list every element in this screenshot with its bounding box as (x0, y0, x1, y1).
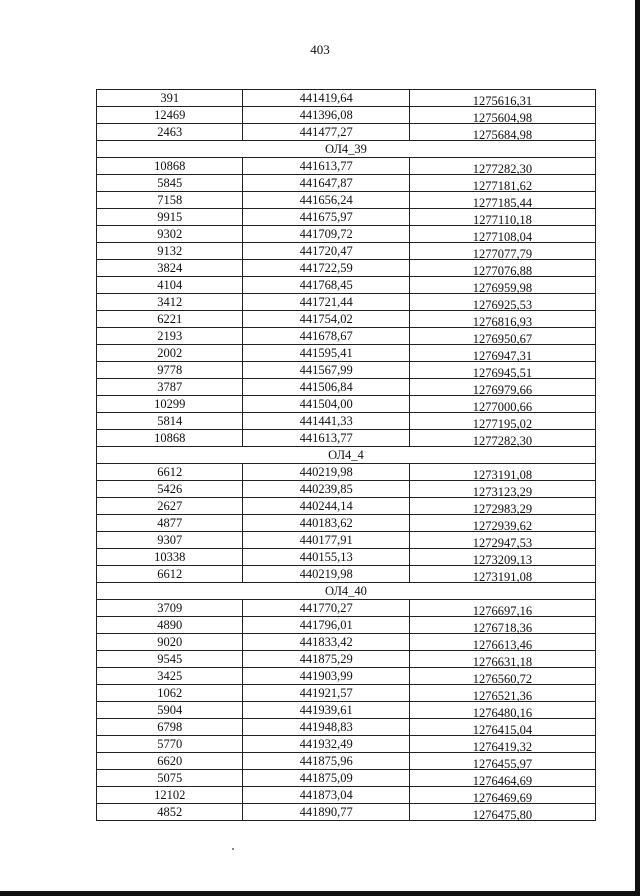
table-row (97, 209, 596, 226)
table-row (97, 498, 596, 515)
y-coordinate-value: 1272983,29 (472, 501, 533, 516)
section-label: ОЛ4_4 (97, 447, 596, 464)
y-coordinate-value: 1277000,66 (472, 399, 533, 414)
x-coordinate-cell: 441656,24 (243, 192, 409, 209)
table-row (97, 413, 596, 430)
y-coordinate-value: 1276464,69 (472, 773, 533, 788)
table-row (97, 243, 596, 260)
x-coordinate-cell: 441595,41 (243, 345, 409, 362)
table-row (97, 311, 596, 328)
y-coordinate-cell (409, 566, 595, 583)
point-number-cell: 5770 (97, 736, 243, 753)
x-coordinate-cell: 441932,49 (243, 736, 409, 753)
y-coordinate-value: 1276521,36 (472, 688, 533, 703)
y-coordinate-value: 1277077,79 (472, 246, 533, 261)
y-coordinate-cell (409, 124, 595, 141)
point-number-cell: 5426 (97, 481, 243, 498)
y-coordinate-cell (409, 787, 595, 804)
y-coordinate-value: 1276979,66 (472, 382, 533, 397)
table-row (97, 464, 596, 481)
y-coordinate-cell (409, 549, 595, 566)
section-header-row (97, 141, 596, 158)
point-number-cell: 3709 (97, 600, 243, 617)
y-coordinate-cell (409, 719, 595, 736)
y-coordinate-value: 1276415,04 (472, 722, 533, 737)
x-coordinate-cell: 441921,57 (243, 685, 409, 702)
scan-speck (232, 848, 234, 850)
scan-frame-bottom (0, 891, 640, 896)
y-coordinate-value: 1276475,80 (472, 807, 533, 822)
y-coordinate-cell (409, 294, 595, 311)
y-coordinate-cell (409, 192, 595, 209)
x-coordinate-cell: 441506,84 (243, 379, 409, 396)
y-coordinate-cell (409, 515, 595, 532)
y-coordinate-value: 1273191,08 (472, 467, 533, 482)
point-number-cell: 4852 (97, 804, 243, 821)
table-row (97, 192, 596, 209)
y-coordinate-cell (409, 532, 595, 549)
point-number-cell: 6221 (97, 311, 243, 328)
table-row (97, 753, 596, 770)
x-coordinate-cell: 441873,04 (243, 787, 409, 804)
y-coordinate-value: 1276925,53 (472, 297, 533, 312)
y-coordinate-value: 1277282,30 (472, 433, 533, 448)
point-number-cell: 9020 (97, 634, 243, 651)
y-coordinate-cell (409, 107, 595, 124)
x-coordinate-cell: 441678,67 (243, 328, 409, 345)
page-number: 403 (310, 42, 330, 57)
point-number-cell: 5814 (97, 413, 243, 430)
y-coordinate-value: 1276945,51 (472, 365, 533, 380)
x-coordinate-cell: 441721,44 (243, 294, 409, 311)
point-number-cell: 4890 (97, 617, 243, 634)
table-row (97, 175, 596, 192)
x-coordinate-cell: 441419,64 (243, 90, 409, 107)
coordinates-table-body (97, 90, 596, 821)
y-coordinate-cell (409, 277, 595, 294)
table-row (97, 600, 596, 617)
table-row (97, 702, 596, 719)
y-coordinate-cell (409, 651, 595, 668)
point-number-cell: 5904 (97, 702, 243, 719)
y-coordinate-value: 1276697,16 (472, 603, 533, 618)
table-row (97, 260, 596, 277)
y-coordinate-value: 1277181,62 (472, 178, 533, 193)
y-coordinate-cell (409, 328, 595, 345)
y-coordinate-cell (409, 702, 595, 719)
table-row (97, 651, 596, 668)
x-coordinate-cell: 441613,77 (243, 430, 409, 447)
table-row (97, 549, 596, 566)
y-coordinate-value: 1276419,32 (472, 739, 533, 754)
y-coordinate-value: 1275604,98 (472, 110, 533, 125)
y-coordinate-value: 1272939,62 (472, 518, 533, 533)
table-row (97, 804, 596, 821)
x-coordinate-cell: 440239,85 (243, 481, 409, 498)
point-number-cell: 2002 (97, 345, 243, 362)
y-coordinate-value: 1276480,16 (472, 705, 533, 720)
x-coordinate-cell: 441875,29 (243, 651, 409, 668)
y-coordinate-cell (409, 464, 595, 481)
x-coordinate-cell: 440177,91 (243, 532, 409, 549)
point-number-cell: 391 (97, 90, 243, 107)
point-number-cell: 9302 (97, 226, 243, 243)
x-coordinate-cell: 441796,01 (243, 617, 409, 634)
table-row (97, 668, 596, 685)
y-coordinate-cell (409, 617, 595, 634)
table-row (97, 107, 596, 124)
y-coordinate-cell (409, 362, 595, 379)
y-coordinate-cell (409, 175, 595, 192)
table-row (97, 532, 596, 549)
x-coordinate-cell: 440244,14 (243, 498, 409, 515)
y-coordinate-cell (409, 430, 595, 447)
table-row (97, 685, 596, 702)
point-number-cell: 6612 (97, 566, 243, 583)
point-number-cell: 6612 (97, 464, 243, 481)
section-header-row (97, 447, 596, 464)
coordinates-table (96, 89, 596, 821)
y-coordinate-cell (409, 396, 595, 413)
point-number-cell: 5845 (97, 175, 243, 192)
y-coordinate-cell (409, 260, 595, 277)
x-coordinate-cell: 441567,99 (243, 362, 409, 379)
y-coordinate-value: 1276718,36 (472, 620, 533, 635)
x-coordinate-cell: 441396,08 (243, 107, 409, 124)
table-row (97, 90, 596, 107)
table-row (97, 379, 596, 396)
y-coordinate-value: 1276455,97 (472, 756, 533, 771)
y-coordinate-cell (409, 668, 595, 685)
table-row (97, 430, 596, 447)
y-coordinate-value: 1272947,53 (472, 535, 533, 550)
x-coordinate-cell: 441890,77 (243, 804, 409, 821)
y-coordinate-cell (409, 481, 595, 498)
point-number-cell: 10868 (97, 158, 243, 175)
x-coordinate-cell: 441754,02 (243, 311, 409, 328)
x-coordinate-cell: 441948,83 (243, 719, 409, 736)
table-row (97, 770, 596, 787)
x-coordinate-cell: 441903,99 (243, 668, 409, 685)
y-coordinate-value: 1273209,13 (472, 552, 533, 567)
y-coordinate-cell (409, 345, 595, 362)
x-coordinate-cell: 440155,13 (243, 549, 409, 566)
y-coordinate-cell (409, 685, 595, 702)
table-row (97, 787, 596, 804)
y-coordinate-cell (409, 209, 595, 226)
y-coordinate-value: 1276469,69 (472, 790, 533, 805)
y-coordinate-cell (409, 90, 595, 107)
y-coordinate-cell (409, 243, 595, 260)
x-coordinate-cell: 441441,33 (243, 413, 409, 430)
y-coordinate-value: 1276816,93 (472, 314, 533, 329)
x-coordinate-cell: 441939,61 (243, 702, 409, 719)
point-number-cell: 3824 (97, 260, 243, 277)
x-coordinate-cell: 441768,45 (243, 277, 409, 294)
table-row (97, 634, 596, 651)
x-coordinate-cell: 441875,96 (243, 753, 409, 770)
y-coordinate-value: 1276560,72 (472, 671, 533, 686)
x-coordinate-cell: 440183,62 (243, 515, 409, 532)
point-number-cell: 3425 (97, 668, 243, 685)
point-number-cell: 10338 (97, 549, 243, 566)
x-coordinate-cell: 441477,27 (243, 124, 409, 141)
point-number-cell: 10299 (97, 396, 243, 413)
x-coordinate-cell: 441709,72 (243, 226, 409, 243)
point-number-cell: 9545 (97, 651, 243, 668)
point-number-cell: 4877 (97, 515, 243, 532)
point-number-cell: 9132 (97, 243, 243, 260)
table-row (97, 294, 596, 311)
section-label: ОЛ4_39 (97, 141, 596, 158)
y-coordinate-value: 1276613,46 (472, 637, 533, 652)
y-coordinate-cell (409, 634, 595, 651)
y-coordinate-value: 1273191,08 (472, 569, 533, 584)
y-coordinate-cell (409, 379, 595, 396)
y-coordinate-value: 1277185,44 (472, 195, 533, 210)
x-coordinate-cell: 441720,47 (243, 243, 409, 260)
y-coordinate-cell (409, 413, 595, 430)
table-row (97, 617, 596, 634)
x-coordinate-cell: 441722,59 (243, 260, 409, 277)
x-coordinate-cell: 441613,77 (243, 158, 409, 175)
y-coordinate-value: 1276631,18 (472, 654, 533, 669)
point-number-cell: 2193 (97, 328, 243, 345)
table-row (97, 396, 596, 413)
x-coordinate-cell: 440219,98 (243, 566, 409, 583)
scan-frame-right (635, 0, 640, 896)
y-coordinate-cell (409, 158, 595, 175)
x-coordinate-cell: 441875,09 (243, 770, 409, 787)
x-coordinate-cell: 440219,98 (243, 464, 409, 481)
point-number-cell: 9307 (97, 532, 243, 549)
table-row (97, 719, 596, 736)
y-coordinate-value: 1276959,98 (472, 280, 533, 295)
point-number-cell: 4104 (97, 277, 243, 294)
point-number-cell: 10868 (97, 430, 243, 447)
y-coordinate-value: 1277110,18 (472, 212, 532, 227)
table-row (97, 566, 596, 583)
x-coordinate-cell: 441675,97 (243, 209, 409, 226)
point-number-cell: 12469 (97, 107, 243, 124)
point-number-cell: 7158 (97, 192, 243, 209)
table-row (97, 362, 596, 379)
y-coordinate-value: 1277076,88 (472, 263, 533, 278)
y-coordinate-value: 1276950,67 (472, 331, 533, 346)
y-coordinate-cell (409, 804, 595, 821)
y-coordinate-cell (409, 736, 595, 753)
y-coordinate-value: 1275616,31 (472, 93, 533, 108)
table-row (97, 328, 596, 345)
x-coordinate-cell: 441504,00 (243, 396, 409, 413)
section-header-row (97, 583, 596, 600)
point-number-cell: 3787 (97, 379, 243, 396)
point-number-cell: 1062 (97, 685, 243, 702)
y-coordinate-cell (409, 311, 595, 328)
y-coordinate-value: 1277195,02 (472, 416, 533, 431)
y-coordinate-cell (409, 498, 595, 515)
section-label: ОЛ4_40 (97, 583, 596, 600)
table-row (97, 158, 596, 175)
point-number-cell: 5075 (97, 770, 243, 787)
table-row (97, 481, 596, 498)
y-coordinate-value: 1276947,31 (472, 348, 533, 363)
y-coordinate-value: 1273123,29 (472, 484, 533, 499)
point-number-cell: 3412 (97, 294, 243, 311)
point-number-cell: 2463 (97, 124, 243, 141)
y-coordinate-cell (409, 770, 595, 787)
table-row (97, 736, 596, 753)
point-number-cell: 6798 (97, 719, 243, 736)
y-coordinate-cell (409, 600, 595, 617)
point-number-cell: 2627 (97, 498, 243, 515)
x-coordinate-cell: 441770,27 (243, 600, 409, 617)
y-coordinate-cell (409, 226, 595, 243)
point-number-cell: 12102 (97, 787, 243, 804)
point-number-cell: 6620 (97, 753, 243, 770)
y-coordinate-value: 1277108,04 (472, 229, 533, 244)
x-coordinate-cell: 441833,42 (243, 634, 409, 651)
y-coordinate-value: 1277282,30 (472, 161, 533, 176)
y-coordinate-cell (409, 753, 595, 770)
table-row (97, 277, 596, 294)
point-number-cell: 9915 (97, 209, 243, 226)
y-coordinate-value: 1275684,98 (472, 127, 533, 142)
x-coordinate-cell: 441647,87 (243, 175, 409, 192)
table-row (97, 124, 596, 141)
table-row (97, 515, 596, 532)
table-row (97, 226, 596, 243)
point-number-cell: 9778 (97, 362, 243, 379)
table-row (97, 345, 596, 362)
